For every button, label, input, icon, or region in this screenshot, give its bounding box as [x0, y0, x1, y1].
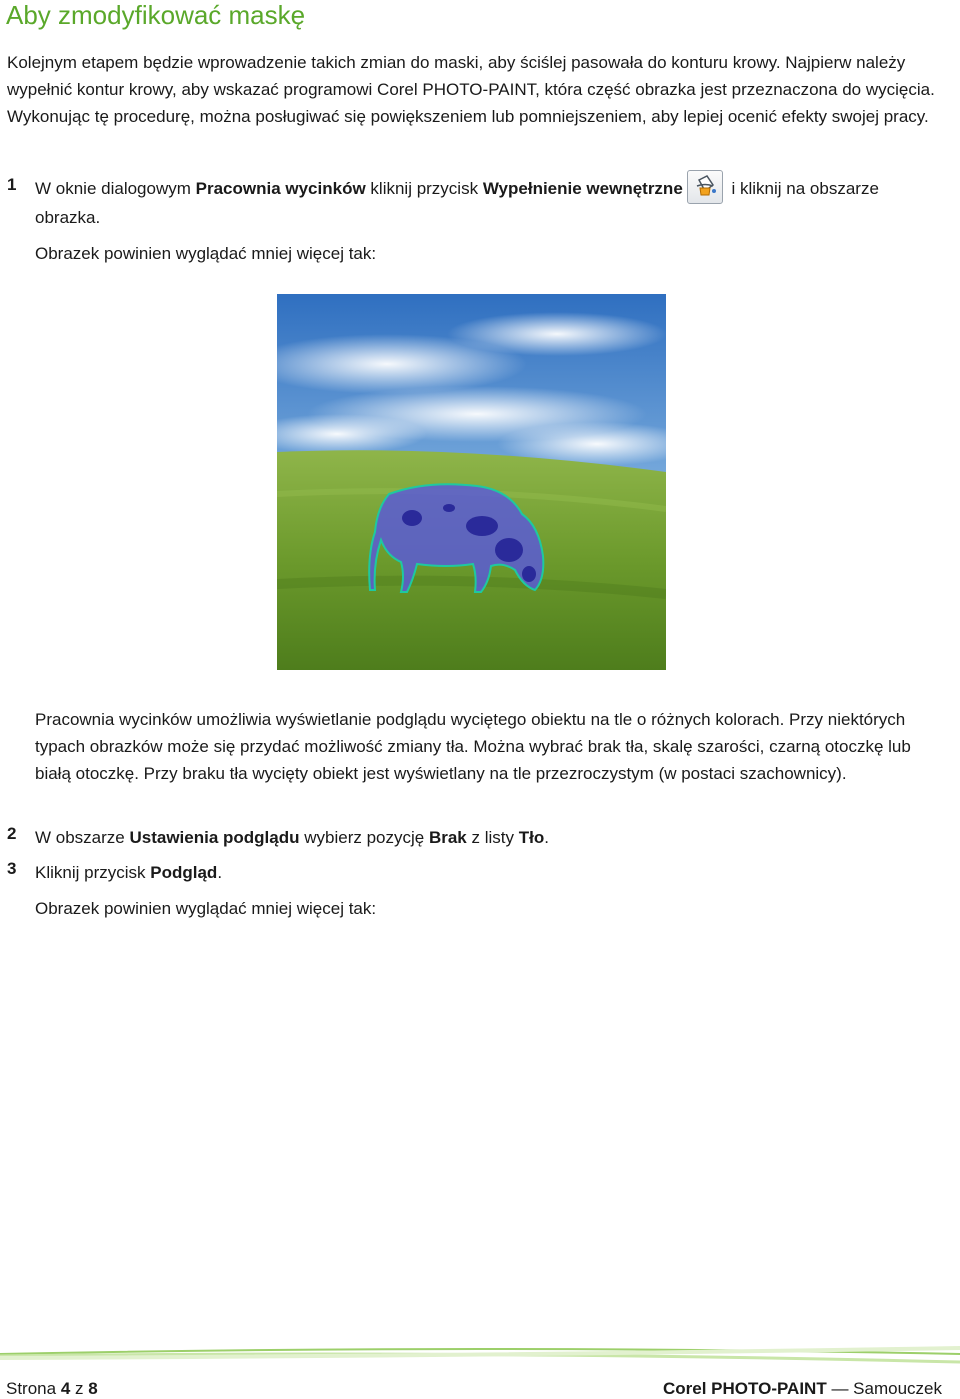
- page-label: Strona: [6, 1379, 61, 1398]
- step-2-post: .: [544, 828, 549, 847]
- product-name: Corel PHOTO-PAINT: [663, 1379, 827, 1398]
- step-1-text: [35, 175, 940, 231]
- step-1-number: 1: [7, 175, 17, 194]
- document-type: Samouczek: [853, 1379, 942, 1398]
- step-2-text: [35, 824, 940, 851]
- dialog-name: Pracownia wycinków: [195, 179, 366, 198]
- masked-cow-image: [277, 294, 666, 670]
- note-paragraph: Pracownia wycinków umożliwia wyświetlanie podglądu wyciętego obiektu na tle o różnych kolorach. Przy niektórych typach obrazków może się przydać możliwość zmiany tła. Można wybrać brak tła, skalę szarości, czarną otoczkę lub białą otoczkę. Przy braku tła wycięty obiekt jest wyświetlany na tle przezroczystym (w postaci szachownicy).: [35, 710, 911, 783]
- step-3-text: [35, 859, 940, 886]
- section-name: Ustawienia podglądu: [129, 828, 300, 847]
- step-2-pre: W obszarze: [35, 828, 130, 847]
- footer-divider: [0, 1342, 960, 1366]
- step-2-mid: wybierz pozycję: [299, 828, 429, 847]
- total-pages: 8: [88, 1379, 98, 1398]
- option-name: Brak: [428, 828, 467, 847]
- step-1-post: i kliknij na obszarze obrazka.: [35, 179, 879, 227]
- page-of: z: [70, 1379, 89, 1398]
- inside-fill-bucket-icon: [687, 170, 723, 204]
- step-2-mid2: z listy: [466, 828, 519, 847]
- button-name: Wypełnienie wewnętrzne: [482, 179, 683, 198]
- step-3-number: 3: [7, 859, 17, 878]
- caption-1: Obrazek powinien wyglądać mniej więcej tak:: [35, 244, 377, 263]
- step-1-mid: kliknij przycisk: [365, 179, 483, 198]
- step-3-post: .: [217, 863, 223, 882]
- footer-dash: —: [826, 1379, 854, 1398]
- step-3-pre: Kliknij przycisk: [35, 863, 151, 882]
- step-2-number: 2: [7, 824, 17, 843]
- caption-2: Obrazek powinien wyglądać mniej więcej tak:: [35, 899, 377, 918]
- page-title: Aby zmodyfikować maskę: [6, 0, 306, 30]
- list-name: Tło: [518, 828, 545, 847]
- footer-product: [663, 1379, 942, 1399]
- current-page: 4: [60, 1379, 71, 1398]
- preview-button-name: Podgląd: [150, 863, 218, 882]
- intro-paragraph: Kolejnym etapem będzie wprowadzenie takich zmian do maski, aby ściślej pasowała do konturu krowy. Najpierw należy wypełnić kontur krowy, aby wskazać programowi Corel PHOTO-PAINT, która część obrazka jest przeznaczona do wycięcia. Wykonując tę procedurę, można posługiwać się powiększeniem lub pomniejszeniem, aby lepiej ocenić efekty swojej pracy.: [7, 53, 935, 126]
- step-1-pre: W oknie dialogowym: [35, 179, 196, 198]
- page-number: [6, 1379, 98, 1399]
